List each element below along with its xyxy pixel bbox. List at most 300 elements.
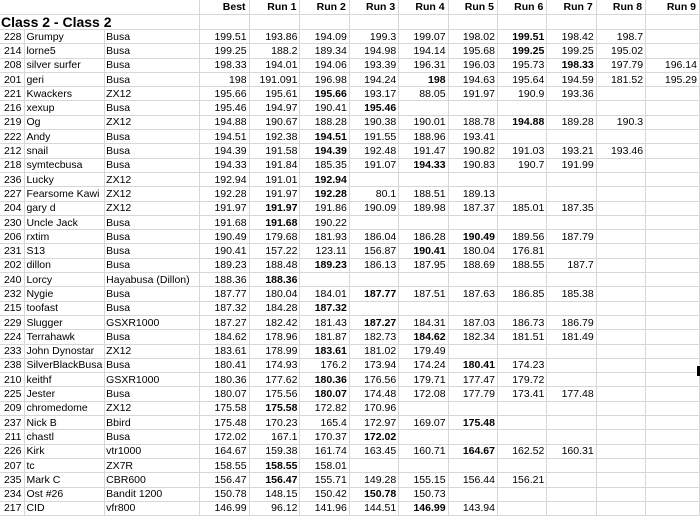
cell-bike[interactable]: vfr800 <box>105 501 200 515</box>
cell-run-2[interactable] <box>300 273 349 287</box>
cell-run-9[interactable] <box>646 101 700 115</box>
cell-bike[interactable]: ZX12 <box>105 87 200 101</box>
cell-run-3[interactable]: 187.27 <box>349 315 398 329</box>
cell-run-3[interactable] <box>349 215 398 229</box>
cell-run-1[interactable]: 188.48 <box>249 258 300 272</box>
cell-run-5[interactable] <box>448 215 497 229</box>
cell-run-7[interactable] <box>547 416 596 430</box>
cell-best[interactable]: 175.48 <box>200 416 249 430</box>
cell-run-7[interactable]: 185.38 <box>547 287 596 301</box>
cell-rider-name[interactable]: symtecbusa <box>25 158 105 172</box>
cell-run-6[interactable]: 194.88 <box>497 115 546 129</box>
cell-run-2[interactable]: 194.06 <box>300 58 349 72</box>
cell-run-6[interactable] <box>497 401 546 415</box>
cell-rider-name[interactable]: Andy <box>25 130 105 144</box>
cell-bike[interactable]: Bandit 1200 <box>105 487 200 501</box>
cell-run-3[interactable]: 174.48 <box>349 387 398 401</box>
cell-run-9[interactable] <box>646 230 700 244</box>
cell-run-3[interactable]: 144.51 <box>349 501 398 515</box>
cell-run-4[interactable] <box>399 172 448 186</box>
cell-run-9[interactable] <box>646 115 700 129</box>
cell-best[interactable]: 194.39 <box>200 144 249 158</box>
cell-run-4[interactable]: 187.95 <box>399 258 448 272</box>
cell-run-5[interactable]: 177.47 <box>448 373 497 387</box>
cell-run-4[interactable]: 88.05 <box>399 87 448 101</box>
cell-rider-name[interactable]: chromedome <box>25 401 105 415</box>
cell-run-9[interactable] <box>646 244 700 258</box>
cell-rider-id[interactable]: 221 <box>0 87 25 101</box>
cell-run-9[interactable]: 196.14 <box>646 58 700 72</box>
cell-run-9[interactable] <box>646 473 700 487</box>
cell-run-4[interactable] <box>399 430 448 444</box>
cell-run-4[interactable]: 155.15 <box>399 473 448 487</box>
cell-run-4[interactable] <box>399 301 448 315</box>
cell-run-7[interactable] <box>547 215 596 229</box>
cell-run-1[interactable]: 191.68 <box>249 215 300 229</box>
cell-run-4[interactable]: 199.07 <box>399 30 448 44</box>
cell-run-6[interactable] <box>497 416 546 430</box>
cell-run-6[interactable] <box>497 130 546 144</box>
cell-run-5[interactable] <box>448 344 497 358</box>
cell-run-2[interactable]: 172.82 <box>300 401 349 415</box>
cell-best[interactable]: 194.33 <box>200 158 249 172</box>
cell-run-8[interactable] <box>596 430 645 444</box>
cell-run-4[interactable]: 179.49 <box>399 344 448 358</box>
cell-run-7[interactable] <box>547 373 596 387</box>
cell-run-7[interactable] <box>547 101 596 115</box>
cell-run-9[interactable] <box>646 487 700 501</box>
cell-run-1[interactable]: 179.68 <box>249 230 300 244</box>
cell-run-9[interactable] <box>646 30 700 44</box>
cell-run-6[interactable]: 199.25 <box>497 44 546 58</box>
cell-bike[interactable]: ZX12 <box>105 201 200 215</box>
cell-bike[interactable]: Bbird <box>105 416 200 430</box>
cell-run-7[interactable] <box>547 458 596 472</box>
cell-rider-id[interactable]: 201 <box>0 72 25 86</box>
cell-bike[interactable]: GSXR1000 <box>105 373 200 387</box>
cell-rider-name[interactable]: dillon <box>25 258 105 272</box>
cell-run-7[interactable] <box>547 187 596 201</box>
cell-run-2[interactable]: 188.28 <box>300 115 349 129</box>
cell-run-3[interactable]: 190.09 <box>349 201 398 215</box>
cell-run-3[interactable]: 187.77 <box>349 287 398 301</box>
cell-rider-id[interactable]: 209 <box>0 401 25 415</box>
cell-run-1[interactable]: 156.47 <box>249 473 300 487</box>
cell-run-8[interactable] <box>596 230 645 244</box>
cell-rider-id[interactable]: 240 <box>0 273 25 287</box>
cell-run-2[interactable]: 189.23 <box>300 258 349 272</box>
cell-run-1[interactable]: 178.96 <box>249 330 300 344</box>
cell-run-5[interactable]: 187.37 <box>448 201 497 215</box>
cell-bike[interactable]: Busa <box>105 287 200 301</box>
cell-run-6[interactable] <box>497 215 546 229</box>
cell-best[interactable]: 192.94 <box>200 172 249 186</box>
cell-run-7[interactable]: 181.49 <box>547 330 596 344</box>
cell-bike[interactable]: ZX7R <box>105 458 200 472</box>
cell-run-3[interactable] <box>349 458 398 472</box>
cell-run-3[interactable]: 149.28 <box>349 473 398 487</box>
cell-run-9[interactable] <box>646 172 700 186</box>
cell-run-5[interactable]: 188.69 <box>448 258 497 272</box>
cell-run-8[interactable] <box>596 358 645 372</box>
cell-run-8[interactable] <box>596 172 645 186</box>
cell-run-8[interactable] <box>596 344 645 358</box>
cell-run-7[interactable] <box>547 273 596 287</box>
cell-run-4[interactable]: 174.24 <box>399 358 448 372</box>
cell-run-9[interactable] <box>646 387 700 401</box>
cell-rider-id[interactable]: 211 <box>0 430 25 444</box>
cell-run-9[interactable] <box>646 344 700 358</box>
cell-best[interactable]: 187.27 <box>200 315 249 329</box>
cell-run-4[interactable]: 196.31 <box>399 58 448 72</box>
header-run-6[interactable]: Run 6 <box>497 0 546 15</box>
cell-run-1[interactable]: 191.58 <box>249 144 300 158</box>
cell-run-2[interactable]: 180.07 <box>300 387 349 401</box>
cell-rider-name[interactable]: SilverBlackBusa <box>25 358 105 372</box>
cell-rider-id[interactable]: 231 <box>0 244 25 258</box>
cell-best[interactable]: 189.23 <box>200 258 249 272</box>
cell-bike[interactable]: Busa <box>105 158 200 172</box>
cell-run-4[interactable] <box>399 215 448 229</box>
cell-run-7[interactable]: 193.36 <box>547 87 596 101</box>
cell-run-9[interactable] <box>646 258 700 272</box>
cell-run-5[interactable]: 190.83 <box>448 158 497 172</box>
cell-run-6[interactable]: 195.64 <box>497 72 546 86</box>
cell-run-7[interactable]: 191.99 <box>547 158 596 172</box>
cell-run-9[interactable] <box>646 201 700 215</box>
cell-run-3[interactable]: 186.13 <box>349 258 398 272</box>
cell-run-9[interactable] <box>646 44 700 58</box>
cell-run-9[interactable] <box>646 215 700 229</box>
cell-rider-name[interactable]: Fearsome Kawi <box>25 187 105 201</box>
cell-rider-id[interactable]: 234 <box>0 487 25 501</box>
cell-run-2[interactable]: 195.66 <box>300 87 349 101</box>
cell-run-2[interactable]: 181.93 <box>300 230 349 244</box>
cell-run-6[interactable]: 173.41 <box>497 387 546 401</box>
cell-rider-id[interactable]: 224 <box>0 330 25 344</box>
cell-run-2[interactable]: 196.98 <box>300 72 349 86</box>
cell-run-6[interactable] <box>497 273 546 287</box>
cell-run-4[interactable]: 146.99 <box>399 501 448 515</box>
cell-run-5[interactable]: 189.13 <box>448 187 497 201</box>
cell-best[interactable]: 190.41 <box>200 244 249 258</box>
cell-run-9[interactable] <box>646 87 700 101</box>
cell-rider-id[interactable]: 233 <box>0 344 25 358</box>
cell-run-9[interactable] <box>646 273 700 287</box>
cell-run-3[interactable]: 186.04 <box>349 230 398 244</box>
cell-run-1[interactable]: 174.93 <box>249 358 300 372</box>
cell-rider-id[interactable]: 219 <box>0 115 25 129</box>
cell-run-5[interactable] <box>448 401 497 415</box>
cell-run-1[interactable]: 177.62 <box>249 373 300 387</box>
cell-run-1[interactable]: 170.23 <box>249 416 300 430</box>
cell-run-2[interactable]: 123.11 <box>300 244 349 258</box>
cell-run-7[interactable]: 177.48 <box>547 387 596 401</box>
cell-run-4[interactable] <box>399 458 448 472</box>
cell-run-8[interactable] <box>596 501 645 515</box>
cell-run-4[interactable]: 190.41 <box>399 244 448 258</box>
cell-run-5[interactable]: 156.44 <box>448 473 497 487</box>
cell-rider-name[interactable]: Ost #26 <box>25 487 105 501</box>
cell-rider-id[interactable]: 238 <box>0 358 25 372</box>
cell-run-9[interactable] <box>646 358 700 372</box>
cell-bike[interactable]: vtr1000 <box>105 444 200 458</box>
cell-best[interactable]: 164.67 <box>200 444 249 458</box>
header-best[interactable]: Best <box>200 0 249 15</box>
cell-run-2[interactable]: 187.32 <box>300 301 349 315</box>
cell-run-1[interactable]: 157.22 <box>249 244 300 258</box>
cell-best[interactable]: 194.88 <box>200 115 249 129</box>
cell-best[interactable]: 156.47 <box>200 473 249 487</box>
cell-run-4[interactable]: 189.98 <box>399 201 448 215</box>
cell-run-8[interactable] <box>596 387 645 401</box>
cell-run-4[interactable]: 187.51 <box>399 287 448 301</box>
cell-run-4[interactable]: 194.33 <box>399 158 448 172</box>
cell-rider-name[interactable]: xexup <box>25 101 105 115</box>
cell-run-9[interactable] <box>646 401 700 415</box>
cell-rider-name[interactable]: Kirk <box>25 444 105 458</box>
cell-run-9[interactable] <box>646 315 700 329</box>
cell-run-9[interactable] <box>646 144 700 158</box>
cell-run-8[interactable] <box>596 444 645 458</box>
cell-run-2[interactable]: 183.61 <box>300 344 349 358</box>
cell-run-8[interactable]: 198.7 <box>596 30 645 44</box>
cell-rider-id[interactable]: 216 <box>0 101 25 115</box>
cell-run-2[interactable]: 189.34 <box>300 44 349 58</box>
header-run-9[interactable]: Run 9 <box>646 0 700 15</box>
cell-run-8[interactable] <box>596 187 645 201</box>
cell-run-7[interactable]: 189.28 <box>547 115 596 129</box>
cell-run-5[interactable]: 190.82 <box>448 144 497 158</box>
cell-best[interactable]: 199.51 <box>200 30 249 44</box>
header-run-2[interactable]: Run 2 <box>300 0 349 15</box>
cell-run-3[interactable]: 176.56 <box>349 373 398 387</box>
cell-run-1[interactable]: 191.97 <box>249 201 300 215</box>
cell-rider-name[interactable]: keithf <box>25 373 105 387</box>
cell-run-6[interactable]: 179.72 <box>497 373 546 387</box>
cell-rider-id[interactable]: 235 <box>0 473 25 487</box>
cell-run-2[interactable]: 192.28 <box>300 187 349 201</box>
cell-run-3[interactable]: 190.38 <box>349 115 398 129</box>
cell-run-9[interactable] <box>646 301 700 315</box>
cell-run-7[interactable] <box>547 401 596 415</box>
cell-run-3[interactable]: 182.73 <box>349 330 398 344</box>
cell-run-8[interactable]: 181.52 <box>596 72 645 86</box>
cell-rider-name[interactable]: gary d <box>25 201 105 215</box>
cell-rider-id[interactable]: 206 <box>0 230 25 244</box>
cell-run-8[interactable]: 197.79 <box>596 58 645 72</box>
cell-run-2[interactable]: 194.09 <box>300 30 349 44</box>
cell-run-5[interactable]: 196.03 <box>448 58 497 72</box>
cell-rider-name[interactable]: snail <box>25 144 105 158</box>
cell-run-2[interactable]: 155.71 <box>300 473 349 487</box>
cell-run-5[interactable]: 180.41 <box>448 358 497 372</box>
cell-run-3[interactable]: 172.97 <box>349 416 398 430</box>
cell-run-9[interactable] <box>646 130 700 144</box>
cell-run-7[interactable]: 187.79 <box>547 230 596 244</box>
cell-run-1[interactable]: 191.01 <box>249 172 300 186</box>
cell-run-4[interactable]: 194.14 <box>399 44 448 58</box>
cell-run-5[interactable] <box>448 458 497 472</box>
cell-run-9[interactable] <box>646 187 700 201</box>
cell-rider-name[interactable]: Nygie <box>25 287 105 301</box>
cell-run-5[interactable]: 193.41 <box>448 130 497 144</box>
cell-rider-id[interactable]: 229 <box>0 315 25 329</box>
cell-rider-id[interactable]: 232 <box>0 287 25 301</box>
cell-run-5[interactable]: 187.63 <box>448 287 497 301</box>
cell-run-6[interactable]: 174.23 <box>497 358 546 372</box>
cell-run-5[interactable]: 182.34 <box>448 330 497 344</box>
cell-run-2[interactable]: 190.41 <box>300 101 349 115</box>
cell-run-3[interactable]: 163.45 <box>349 444 398 458</box>
cell-run-6[interactable] <box>497 344 546 358</box>
cell-run-7[interactable] <box>547 487 596 501</box>
cell-run-2[interactable]: 194.51 <box>300 130 349 144</box>
cell-run-3[interactable]: 170.96 <box>349 401 398 415</box>
cell-run-6[interactable] <box>497 430 546 444</box>
cell-run-9[interactable] <box>646 287 700 301</box>
cell-run-6[interactable]: 156.21 <box>497 473 546 487</box>
cell-run-3[interactable]: 192.48 <box>349 144 398 158</box>
cell-run-8[interactable] <box>596 130 645 144</box>
cell-bike[interactable]: Hayabusa (Dillon) <box>105 273 200 287</box>
cell-run-8[interactable] <box>596 401 645 415</box>
cell-best[interactable]: 195.66 <box>200 87 249 101</box>
cell-run-7[interactable]: 193.21 <box>547 144 596 158</box>
cell-best[interactable]: 180.36 <box>200 373 249 387</box>
cell-run-8[interactable] <box>596 458 645 472</box>
cell-run-6[interactable] <box>497 458 546 472</box>
cell-run-6[interactable] <box>497 101 546 115</box>
cell-best[interactable]: 187.32 <box>200 301 249 315</box>
cell-run-1[interactable]: 175.58 <box>249 401 300 415</box>
cell-run-1[interactable]: 190.67 <box>249 115 300 129</box>
cell-run-8[interactable] <box>596 487 645 501</box>
cell-run-3[interactable]: 156.87 <box>349 244 398 258</box>
cell-run-7[interactable] <box>547 501 596 515</box>
cell-best[interactable]: 187.77 <box>200 287 249 301</box>
header-run-5[interactable]: Run 5 <box>448 0 497 15</box>
cell-bike[interactable]: ZX12 <box>105 187 200 201</box>
cell-run-6[interactable] <box>497 187 546 201</box>
cell-bike[interactable]: Busa <box>105 258 200 272</box>
cell-run-5[interactable]: 143.94 <box>448 501 497 515</box>
cell-run-1[interactable]: 167.1 <box>249 430 300 444</box>
cell-run-1[interactable]: 191.97 <box>249 187 300 201</box>
cell-rider-name[interactable]: Grumpy <box>25 30 105 44</box>
cell-run-8[interactable]: 193.46 <box>596 144 645 158</box>
cell-rider-name[interactable]: John Dynostar <box>25 344 105 358</box>
cell-bike[interactable]: ZX12 <box>105 172 200 186</box>
cell-run-6[interactable]: 191.03 <box>497 144 546 158</box>
cell-bike[interactable]: Busa <box>105 430 200 444</box>
cell-run-8[interactable] <box>596 416 645 430</box>
cell-run-6[interactable]: 195.73 <box>497 58 546 72</box>
cell-best[interactable]: 195.46 <box>200 101 249 115</box>
cell-run-6[interactable] <box>497 501 546 515</box>
cell-bike[interactable]: Busa <box>105 330 200 344</box>
cell-run-3[interactable]: 181.02 <box>349 344 398 358</box>
cell-run-4[interactable] <box>399 273 448 287</box>
cell-run-6[interactable]: 162.52 <box>497 444 546 458</box>
cell-best[interactable]: 180.41 <box>200 358 249 372</box>
cell-run-8[interactable]: 195.02 <box>596 44 645 58</box>
cell-bike[interactable]: Busa <box>105 58 200 72</box>
header-run-3[interactable]: Run 3 <box>349 0 398 15</box>
cell-best[interactable]: 194.51 <box>200 130 249 144</box>
cell-rider-name[interactable]: Nick B <box>25 416 105 430</box>
cell-bike[interactable]: Busa <box>105 44 200 58</box>
cell-run-8[interactable] <box>596 215 645 229</box>
cell-run-6[interactable]: 199.51 <box>497 30 546 44</box>
cell-run-8[interactable] <box>596 201 645 215</box>
cell-run-6[interactable]: 185.01 <box>497 201 546 215</box>
cell-run-5[interactable] <box>448 430 497 444</box>
cell-rider-id[interactable]: 215 <box>0 301 25 315</box>
cell-rider-id[interactable]: 226 <box>0 444 25 458</box>
cell-run-1[interactable]: 194.01 <box>249 58 300 72</box>
cell-run-1[interactable]: 191.84 <box>249 158 300 172</box>
cell-rider-name[interactable]: Slugger <box>25 315 105 329</box>
cell-run-1[interactable]: 180.04 <box>249 287 300 301</box>
cell-run-6[interactable]: 186.85 <box>497 287 546 301</box>
cell-run-4[interactable]: 179.71 <box>399 373 448 387</box>
header-run-1[interactable]: Run 1 <box>249 0 300 15</box>
cell-run-2[interactable]: 181.43 <box>300 315 349 329</box>
cell-best[interactable]: 180.07 <box>200 387 249 401</box>
cell-run-5[interactable] <box>448 273 497 287</box>
cell-run-7[interactable] <box>547 244 596 258</box>
header-run-7[interactable]: Run 7 <box>547 0 596 15</box>
cell-run-4[interactable]: 188.51 <box>399 187 448 201</box>
cell-run-9[interactable] <box>646 444 700 458</box>
cell-run-2[interactable]: 170.37 <box>300 430 349 444</box>
cell-run-2[interactable]: 161.74 <box>300 444 349 458</box>
cell-run-6[interactable]: 189.56 <box>497 230 546 244</box>
cell-run-4[interactable] <box>399 401 448 415</box>
cell-rider-id[interactable]: 225 <box>0 387 25 401</box>
cell-run-4[interactable]: 186.28 <box>399 230 448 244</box>
cell-run-6[interactable] <box>497 172 546 186</box>
cell-rider-name[interactable]: Mark C <box>25 473 105 487</box>
cell-rider-id[interactable]: 212 <box>0 144 25 158</box>
cell-run-1[interactable]: 188.2 <box>249 44 300 58</box>
cell-run-9[interactable] <box>646 373 700 387</box>
cell-run-2[interactable]: 192.94 <box>300 172 349 186</box>
cell-run-3[interactable]: 194.98 <box>349 44 398 58</box>
cell-bike[interactable]: Busa <box>105 72 200 86</box>
cell-run-2[interactable]: 184.01 <box>300 287 349 301</box>
cell-bike[interactable]: Busa <box>105 130 200 144</box>
cell-bike[interactable]: CBR600 <box>105 473 200 487</box>
cell-rider-name[interactable]: CID <box>25 501 105 515</box>
cell-run-7[interactable]: 198.42 <box>547 30 596 44</box>
cell-run-8[interactable]: 190.3 <box>596 115 645 129</box>
cell-run-7[interactable]: 198.33 <box>547 58 596 72</box>
cell-run-7[interactable] <box>547 430 596 444</box>
cell-best[interactable]: 191.68 <box>200 215 249 229</box>
cell-rider-name[interactable]: Kwackers <box>25 87 105 101</box>
cell-run-4[interactable]: 184.31 <box>399 315 448 329</box>
cell-run-3[interactable]: 173.94 <box>349 358 398 372</box>
cell-run-9[interactable]: 195.29 <box>646 72 700 86</box>
cell-run-5[interactable]: 164.67 <box>448 444 497 458</box>
cell-run-5[interactable]: 175.48 <box>448 416 497 430</box>
cell-best[interactable]: 191.97 <box>200 201 249 215</box>
cell-run-3[interactable]: 150.78 <box>349 487 398 501</box>
cell-run-6[interactable]: 186.73 <box>497 315 546 329</box>
cell-best[interactable]: 192.28 <box>200 187 249 201</box>
